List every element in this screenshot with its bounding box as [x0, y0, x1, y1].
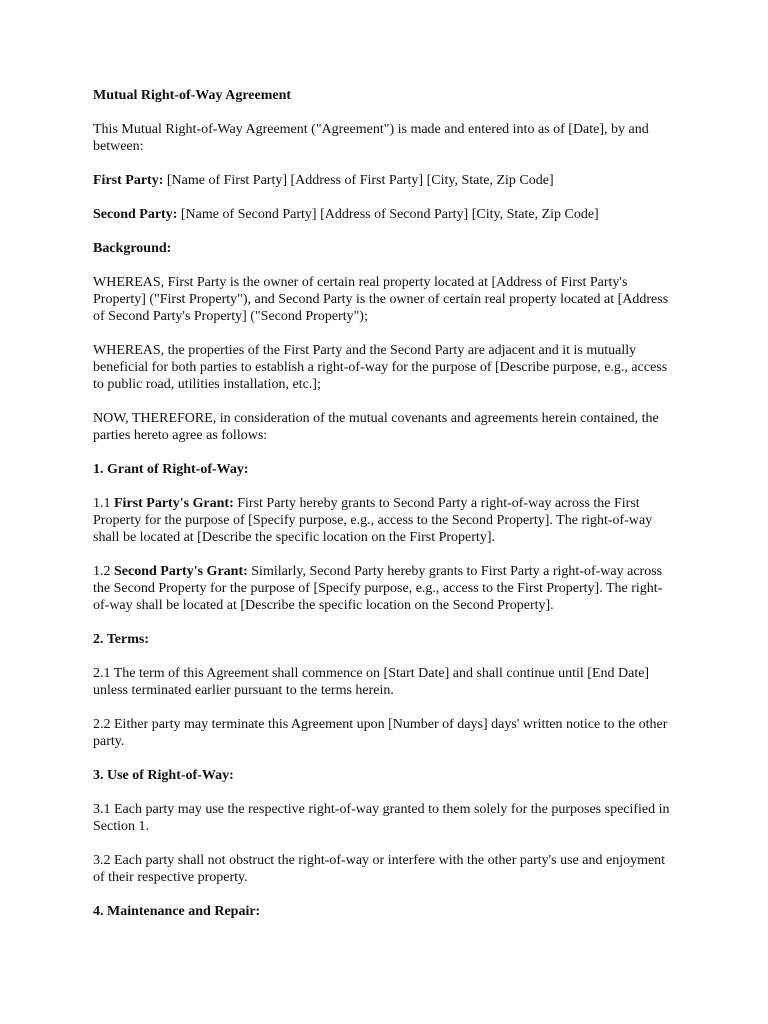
clause-1-1-label: First Party's Grant:: [114, 496, 234, 511]
now-therefore-paragraph: NOW, THEREFORE, in consideration of the mutual covenants and agreements herein contained, the parties hereto agree as follows:: [93, 411, 659, 443]
clause-2-1: 2.1 The term of this Agreement shall commence on [Start Date] and shall continue until [End Date] unless terminated earlier pursuant to the terms herein.: [93, 666, 650, 698]
clause-3-1: 3.1 Each party may use the respective right-of-way granted to them solely for the purposes specified in Section 1.: [93, 802, 670, 834]
section-1-heading: 1. Grant of Right-of-Way:: [93, 462, 249, 477]
second-party-text: [Name of Second Party] [Address of Second Party] [City, State, Zip Code]: [177, 207, 599, 222]
clause-3-2: 3.2 Each party shall not obstruct the right-of-way or interfere with the other party's use and enjoyment of their respective property.: [93, 853, 666, 885]
clause-1-1-number: 1.1: [93, 496, 114, 511]
first-party-text: [Name of First Party] [Address of First Party] [City, State, Zip Code]: [163, 173, 554, 188]
background-heading: Background:: [93, 241, 172, 256]
clause-1-2-text: Similarly, Second Party hereby grants to First Party a right-of-way across the Second Property for the purpose of [Specify purpose, e.g., access to the First Property]. The right-of-way shall be located at [Describe the specific location on the Second Property].: [93, 564, 663, 613]
second-party-label: Second Party:: [93, 207, 178, 222]
clause-1-1-text: First Party hereby grants to Second Party a right-of-way across the First Property for the purpose of [Specify purpose, e.g., access to the Second Property]. The right-of-way shall be located at [Describe the specific location on the First Property].: [93, 496, 653, 545]
intro-paragraph: This Mutual Right-of-Way Agreement ("Agreement") is made and entered into as of [Date], by and between:: [93, 122, 649, 154]
section-3-heading: 3. Use of Right-of-Way:: [93, 768, 234, 783]
whereas-paragraph-2: WHEREAS, the properties of the First Party and the Second Party are adjacent and it is mutually beneficial for both parties to establish a right-of-way for the purpose of [Describe purpose, e.g., access to public road, utilities installation, etc.];: [93, 343, 668, 392]
first-party-label: First Party:: [93, 173, 164, 188]
clause-1-2: [93, 563, 678, 614]
first-party-paragraph: [93, 172, 678, 189]
clause-1-2-number: 1.2: [93, 564, 114, 579]
whereas-paragraph-1: WHEREAS, First Party is the owner of certain real property located at [Address of First Party's Property] ("First Property"), and Second Party is the owner of certain real property located at [Address of Second Party's Property] ("Second Property");: [93, 275, 669, 324]
second-party-paragraph: [93, 206, 678, 223]
section-4-heading: 4. Maintenance and Repair:: [93, 904, 261, 919]
clause-1-2-label: Second Party's Grant:: [114, 564, 248, 579]
clause-1-1: [93, 495, 678, 546]
section-2-heading: 2. Terms:: [93, 632, 149, 647]
document-title: Mutual Right-of-Way Agreement: [93, 88, 292, 103]
clause-2-2: 2.2 Either party may terminate this Agreement upon [Number of days] days' written notice to the other party.: [93, 717, 668, 749]
